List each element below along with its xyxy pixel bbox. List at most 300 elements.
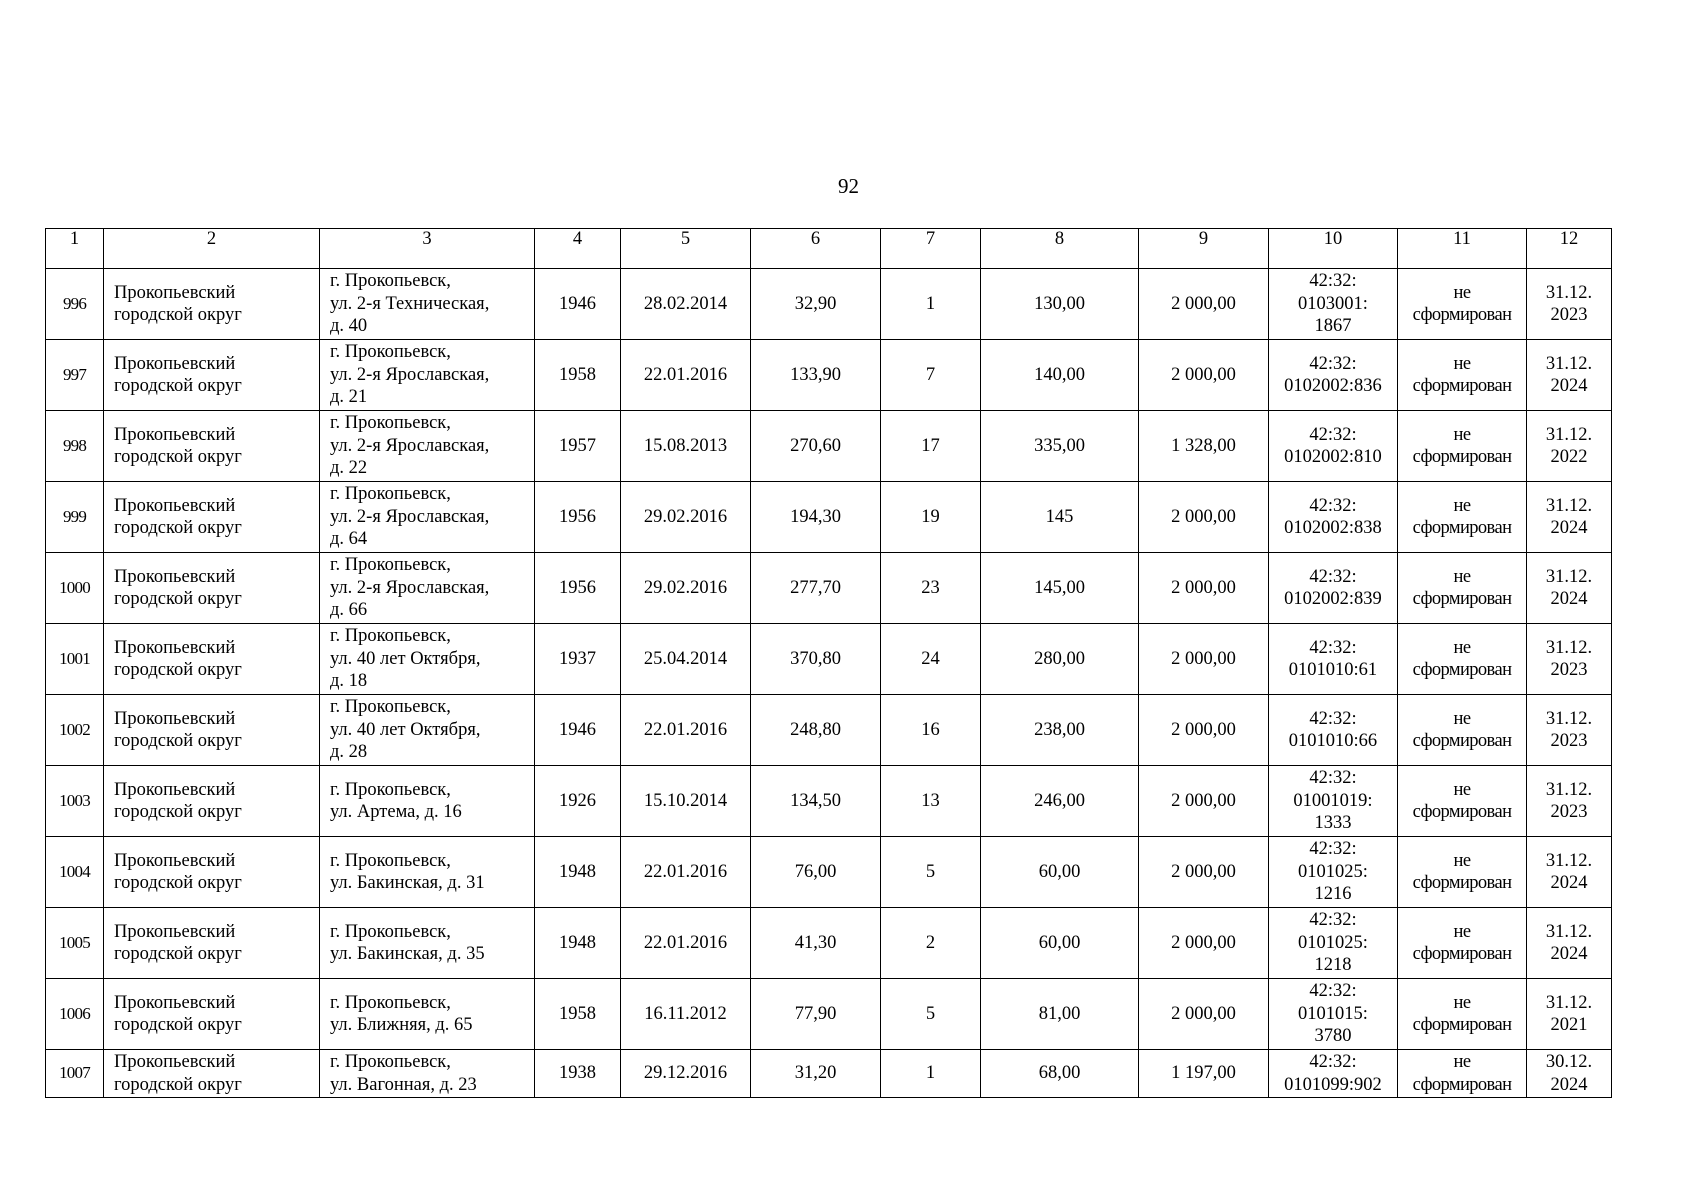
column-header: 10: [1269, 229, 1398, 269]
cadastral-number-cell-line: 42:32:: [1309, 981, 1357, 1002]
status-cell-line: сформирован: [1412, 731, 1512, 751]
cadastral-number-cell-line: 1333: [1314, 813, 1352, 834]
column-header: 4: [535, 229, 621, 269]
row-number-cell: 996: [46, 269, 104, 340]
address-cell-line: д. 66: [330, 600, 368, 621]
address-cell-line: ул. 2-я Ярославская,: [330, 364, 490, 385]
municipality-cell-line: городской округ: [114, 1015, 242, 1035]
date-cell: 15.08.2013: [621, 411, 751, 482]
row-number-cell: 1007: [46, 1050, 104, 1098]
cadastral-number-cell-line: 1867: [1314, 316, 1352, 337]
status-cell: [1398, 1050, 1527, 1098]
land-area-cell: 130,00: [981, 269, 1139, 340]
status-cell: [1398, 553, 1527, 624]
deadline-cell-line: 2023: [1550, 305, 1588, 325]
status-cell-line: не: [1453, 850, 1471, 871]
status-cell-line: не: [1453, 353, 1471, 374]
cadastral-number-cell: [1269, 979, 1398, 1050]
year-cell: 1948: [535, 908, 621, 979]
address-cell: [320, 1050, 535, 1098]
address-cell-line: г. Прокопьевск,: [330, 271, 451, 292]
price-cell: 2 000,00: [1139, 766, 1269, 837]
year-cell: 1948: [535, 837, 621, 908]
address-cell-line: ул. Бакинская, д. 35: [330, 944, 485, 964]
table-row: [46, 766, 1612, 837]
table-row: [46, 695, 1612, 766]
status-cell: [1398, 411, 1527, 482]
date-cell: 16.11.2012: [621, 979, 751, 1050]
year-cell: 1958: [535, 979, 621, 1050]
municipality-cell-line: Прокопьевский: [114, 921, 236, 942]
price-cell: 2 000,00: [1139, 269, 1269, 340]
cadastral-number-cell-line: 42:32:: [1309, 839, 1357, 860]
cadastral-number-cell-line: 0101025:: [1298, 861, 1368, 882]
row-number-cell: 1000: [46, 553, 104, 624]
persons-cell: 13: [881, 766, 981, 837]
status-cell-line: сформирован: [1412, 1015, 1512, 1035]
cadastral-number-cell-line: 42:32:: [1309, 637, 1357, 658]
address-cell-line: ул. 40 лет Октября,: [330, 719, 481, 740]
status-cell: [1398, 482, 1527, 553]
cadastral-number-cell-line: 0102002:838: [1284, 518, 1382, 538]
deadline-cell-line: 31.12.: [1545, 850, 1593, 871]
price-cell: 2 000,00: [1139, 837, 1269, 908]
price-cell: 2 000,00: [1139, 695, 1269, 766]
date-cell: 22.01.2016: [621, 340, 751, 411]
address-cell-line: г. Прокопьевск,: [330, 413, 451, 434]
deadline-cell-line: 31.12.: [1545, 708, 1593, 729]
status-cell-line: сформирован: [1412, 944, 1512, 964]
address-cell: [320, 979, 535, 1050]
municipality-cell-line: Прокопьевский: [114, 353, 236, 374]
land-area-cell: 81,00: [981, 979, 1139, 1050]
year-cell: 1958: [535, 340, 621, 411]
municipality-cell-line: Прокопьевский: [114, 424, 236, 445]
cadastral-number-cell-line: 0101099:902: [1284, 1074, 1382, 1095]
municipality-cell-line: городской округ: [114, 589, 242, 609]
price-cell: 1 197,00: [1139, 1050, 1269, 1098]
deadline-cell-line: 31.12.: [1545, 353, 1593, 374]
municipality-cell: [104, 695, 320, 766]
deadline-cell-line: 31.12.: [1545, 637, 1593, 658]
cadastral-number-cell: [1269, 482, 1398, 553]
address-cell: [320, 482, 535, 553]
land-area-cell: 60,00: [981, 837, 1139, 908]
deadline-cell: [1527, 482, 1612, 553]
cadastral-number-cell-line: 42:32:: [1309, 424, 1357, 445]
cadastral-number-cell: [1269, 411, 1398, 482]
deadline-cell: [1527, 1050, 1612, 1098]
column-header: 5: [621, 229, 751, 269]
municipality-cell-line: Прокопьевский: [114, 637, 236, 658]
status-cell-line: не: [1453, 282, 1471, 303]
address-cell-line: г. Прокопьевск,: [330, 921, 451, 942]
price-cell: 2 000,00: [1139, 340, 1269, 411]
column-header: 12: [1527, 229, 1612, 269]
address-cell: [320, 340, 535, 411]
municipality-cell-line: Прокопьевский: [114, 282, 236, 303]
cadastral-number-cell-line: 0102002:839: [1284, 589, 1382, 609]
cadastral-number-cell-line: 0101010:66: [1288, 731, 1378, 751]
address-cell-line: г. Прокопьевск,: [330, 1052, 451, 1072]
status-cell-line: сформирован: [1412, 873, 1512, 893]
persons-cell: 1: [881, 1050, 981, 1098]
municipality-cell-line: Прокопьевский: [114, 779, 236, 800]
row-number-cell: 997: [46, 340, 104, 411]
header-row: [46, 229, 1612, 269]
municipality-cell-line: Прокопьевский: [114, 992, 236, 1013]
municipality-cell-line: Прокопьевский: [114, 708, 236, 729]
municipality-cell: [104, 979, 320, 1050]
deadline-cell-line: 2023: [1550, 660, 1588, 680]
column-header: 2: [104, 229, 320, 269]
address-cell-line: д. 21: [330, 387, 368, 408]
price-cell: 2 000,00: [1139, 979, 1269, 1050]
table-row: [46, 269, 1612, 340]
year-cell: 1956: [535, 482, 621, 553]
row-number-cell: 1003: [46, 766, 104, 837]
persons-cell: 24: [881, 624, 981, 695]
cadastral-number-cell-line: 42:32:: [1309, 495, 1357, 516]
cadastral-number-cell: [1269, 340, 1398, 411]
address-cell-line: г. Прокопьевск,: [330, 992, 451, 1013]
persons-cell: 5: [881, 837, 981, 908]
cadastral-number-cell-line: 42:32:: [1309, 353, 1357, 374]
price-cell: 2 000,00: [1139, 482, 1269, 553]
cadastral-number-cell-line: 0101025:: [1298, 932, 1368, 953]
column-header: 6: [751, 229, 881, 269]
status-cell: [1398, 979, 1527, 1050]
municipality-cell: [104, 411, 320, 482]
cadastral-number-cell-line: 0102002:810: [1284, 447, 1382, 467]
cadastral-number-cell: [1269, 908, 1398, 979]
deadline-cell-line: 2024: [1550, 1074, 1588, 1095]
date-cell: 25.04.2014: [621, 624, 751, 695]
municipality-cell-line: городской округ: [114, 731, 242, 751]
status-cell-line: сформирован: [1412, 447, 1512, 467]
deadline-cell-line: 31.12.: [1545, 424, 1593, 445]
deadline-cell-line: 2024: [1550, 518, 1588, 538]
cadastral-number-cell-line: 3780: [1314, 1026, 1352, 1047]
status-cell-line: не: [1453, 921, 1471, 942]
status-cell: [1398, 269, 1527, 340]
table-row: [46, 411, 1612, 482]
status-cell-line: сформирован: [1412, 589, 1512, 609]
municipality-cell-line: городской округ: [114, 802, 242, 822]
cadastral-number-cell-line: 42:32:: [1309, 708, 1357, 729]
deadline-cell: [1527, 979, 1612, 1050]
deadline-cell-line: 31.12.: [1545, 921, 1593, 942]
persons-cell: 16: [881, 695, 981, 766]
cadastral-number-cell-line: 1216: [1314, 884, 1352, 905]
row-number-cell: 1004: [46, 837, 104, 908]
address-cell-line: ул. Артема, д. 16: [330, 802, 462, 822]
address-cell-line: г. Прокопьевск,: [330, 626, 451, 647]
table-row: [46, 908, 1612, 979]
date-cell: 22.01.2016: [621, 695, 751, 766]
cadastral-number-cell-line: 0102002:836: [1284, 376, 1382, 396]
address-cell: [320, 553, 535, 624]
area-cell: 133,90: [751, 340, 881, 411]
address-cell-line: ул. 40 лет Октября,: [330, 648, 481, 669]
municipality-cell-line: Прокопьевский: [114, 495, 236, 516]
status-cell-line: не: [1453, 708, 1471, 729]
table-row: [46, 1050, 1612, 1098]
address-cell-line: ул. Ближняя, д. 65: [330, 1015, 473, 1035]
deadline-cell-line: 31.12.: [1545, 779, 1593, 800]
address-cell-line: ул. 2-я Техническая,: [330, 293, 490, 314]
land-area-cell: 246,00: [981, 766, 1139, 837]
municipality-cell-line: городской округ: [114, 873, 242, 893]
persons-cell: 17: [881, 411, 981, 482]
date-cell: 29.12.2016: [621, 1050, 751, 1098]
deadline-cell-line: 2024: [1550, 944, 1588, 964]
municipality-cell-line: городской округ: [114, 660, 242, 680]
cadastral-number-cell-line: 1218: [1314, 955, 1352, 976]
cadastral-number-cell-line: 42:32:: [1309, 1052, 1357, 1072]
municipality-cell-line: городской округ: [114, 518, 242, 538]
deadline-cell-line: 2024: [1550, 873, 1588, 893]
persons-cell: 2: [881, 908, 981, 979]
address-cell: [320, 766, 535, 837]
persons-cell: 1: [881, 269, 981, 340]
address-cell-line: г. Прокопьевск,: [330, 342, 451, 363]
date-cell: 15.10.2014: [621, 766, 751, 837]
land-area-cell: 145,00: [981, 553, 1139, 624]
status-cell: [1398, 695, 1527, 766]
status-cell-line: не: [1453, 779, 1471, 800]
column-header: 7: [881, 229, 981, 269]
address-cell-line: ул. Вагонная, д. 23: [330, 1074, 477, 1095]
deadline-cell: [1527, 340, 1612, 411]
row-number-cell: 1001: [46, 624, 104, 695]
year-cell: 1937: [535, 624, 621, 695]
municipality-cell-line: городской округ: [114, 376, 242, 396]
area-cell: 77,90: [751, 979, 881, 1050]
date-cell: 22.01.2016: [621, 837, 751, 908]
deadline-cell: [1527, 269, 1612, 340]
address-cell: [320, 695, 535, 766]
cadastral-number-cell-line: 42:32:: [1309, 271, 1357, 292]
address-cell: [320, 269, 535, 340]
address-cell: [320, 837, 535, 908]
column-header: 9: [1139, 229, 1269, 269]
row-number-cell: 1002: [46, 695, 104, 766]
area-cell: 134,50: [751, 766, 881, 837]
municipality-cell-line: городской округ: [114, 1074, 242, 1095]
year-cell: 1938: [535, 1050, 621, 1098]
cadastral-number-cell-line: 0101015:: [1298, 1003, 1368, 1024]
address-cell-line: д. 64: [330, 529, 368, 550]
page-number: 92: [838, 174, 859, 198]
year-cell: 1946: [535, 269, 621, 340]
address-cell-line: г. Прокопьевск,: [330, 697, 451, 718]
address-cell: [320, 624, 535, 695]
municipality-cell-line: городской округ: [114, 305, 242, 325]
deadline-cell: [1527, 411, 1612, 482]
cadastral-number-cell: [1269, 766, 1398, 837]
cadastral-number-cell: [1269, 1050, 1398, 1098]
cadastral-number-cell-line: 42:32:: [1309, 768, 1357, 789]
deadline-cell-line: 2024: [1550, 589, 1588, 609]
address-cell: [320, 908, 535, 979]
deadline-cell: [1527, 695, 1612, 766]
status-cell-line: сформирован: [1412, 376, 1512, 396]
address-cell-line: г. Прокопьевск,: [330, 555, 451, 576]
row-number-cell: 999: [46, 482, 104, 553]
persons-cell: 23: [881, 553, 981, 624]
status-cell: [1398, 837, 1527, 908]
area-cell: 248,80: [751, 695, 881, 766]
table-row: [46, 979, 1612, 1050]
date-cell: 29.02.2016: [621, 482, 751, 553]
address-cell-line: ул. 2-я Ярославская,: [330, 577, 490, 598]
table-row: [46, 340, 1612, 411]
municipality-cell-line: Прокопьевский: [114, 850, 236, 871]
cadastral-number-cell-line: 42:32:: [1309, 566, 1357, 587]
address-cell-line: д. 28: [330, 742, 368, 763]
deadline-cell: [1527, 908, 1612, 979]
land-area-cell: 280,00: [981, 624, 1139, 695]
price-cell: 1 328,00: [1139, 411, 1269, 482]
area-cell: 370,80: [751, 624, 881, 695]
deadline-cell-line: 2024: [1550, 376, 1588, 396]
area-cell: 32,90: [751, 269, 881, 340]
cadastral-number-cell: [1269, 624, 1398, 695]
table-row: [46, 482, 1612, 553]
year-cell: 1926: [535, 766, 621, 837]
persons-cell: 19: [881, 482, 981, 553]
cadastral-number-cell: [1269, 837, 1398, 908]
municipality-cell: [104, 482, 320, 553]
deadline-cell-line: 2022: [1550, 447, 1588, 467]
row-number-cell: 1005: [46, 908, 104, 979]
land-area-cell: 68,00: [981, 1050, 1139, 1098]
deadline-cell-line: 31.12.: [1545, 566, 1593, 587]
land-area-cell: 145: [981, 482, 1139, 553]
status-cell: [1398, 340, 1527, 411]
address-cell-line: ул. 2-я Ярославская,: [330, 506, 490, 527]
price-cell: 2 000,00: [1139, 553, 1269, 624]
deadline-cell-line: 31.12.: [1545, 282, 1593, 303]
deadline-cell: [1527, 624, 1612, 695]
address-cell-line: д. 40: [330, 316, 368, 337]
date-cell: 22.01.2016: [621, 908, 751, 979]
municipality-cell: [104, 624, 320, 695]
status-cell-line: сформирован: [1412, 660, 1512, 680]
year-cell: 1946: [535, 695, 621, 766]
year-cell: 1956: [535, 553, 621, 624]
municipality-cell: [104, 553, 320, 624]
status-cell-line: не: [1453, 992, 1471, 1013]
cadastral-number-cell: [1269, 695, 1398, 766]
municipality-cell: [104, 766, 320, 837]
status-cell-line: сформирован: [1412, 802, 1512, 822]
area-cell: 76,00: [751, 837, 881, 908]
cadastral-number-cell-line: 0103001:: [1298, 293, 1368, 314]
address-cell-line: ул. 2-я Ярославская,: [330, 435, 490, 456]
cadastral-number-cell: [1269, 553, 1398, 624]
column-header: 8: [981, 229, 1139, 269]
address-cell-line: д. 22: [330, 458, 368, 479]
row-number-cell: 1006: [46, 979, 104, 1050]
status-cell-line: не: [1453, 495, 1471, 516]
deadline-cell-line: 31.12.: [1545, 495, 1593, 516]
land-area-cell: 60,00: [981, 908, 1139, 979]
status-cell-line: сформирован: [1412, 518, 1512, 538]
status-cell-line: не: [1453, 566, 1471, 587]
cadastral-number-cell-line: 42:32:: [1309, 910, 1357, 931]
municipality-cell: [104, 269, 320, 340]
address-cell: [320, 411, 535, 482]
date-cell: 29.02.2016: [621, 553, 751, 624]
area-cell: 194,30: [751, 482, 881, 553]
municipality-cell-line: городской округ: [114, 944, 242, 964]
land-area-cell: 238,00: [981, 695, 1139, 766]
deadline-cell-line: 31.12.: [1545, 992, 1593, 1013]
row-number-cell: 998: [46, 411, 104, 482]
housing-table: [45, 228, 1612, 1098]
deadline-cell-line: 2021: [1550, 1015, 1588, 1035]
address-cell-line: ул. Бакинская, д. 31: [330, 873, 485, 893]
status-cell-line: сформирован: [1412, 305, 1512, 325]
area-cell: 41,30: [751, 908, 881, 979]
area-cell: 277,70: [751, 553, 881, 624]
status-cell-line: не: [1453, 424, 1471, 445]
area-cell: 31,20: [751, 1050, 881, 1098]
persons-cell: 5: [881, 979, 981, 1050]
municipality-cell-line: городской округ: [114, 447, 242, 467]
municipality-cell: [104, 1050, 320, 1098]
deadline-cell-line: 30.12.: [1545, 1052, 1593, 1072]
year-cell: 1957: [535, 411, 621, 482]
land-area-cell: 140,00: [981, 340, 1139, 411]
municipality-cell: [104, 340, 320, 411]
table-row: [46, 624, 1612, 695]
deadline-cell-line: 2023: [1550, 802, 1588, 822]
address-cell-line: г. Прокопьевск,: [330, 779, 451, 800]
municipality-cell-line: Прокопьевский: [114, 566, 236, 587]
status-cell-line: не: [1453, 637, 1471, 658]
status-cell: [1398, 766, 1527, 837]
column-header: 1: [46, 229, 104, 269]
municipality-cell: [104, 908, 320, 979]
cadastral-number-cell-line: 01001019:: [1293, 790, 1373, 811]
address-cell-line: г. Прокопьевск,: [330, 850, 451, 871]
price-cell: 2 000,00: [1139, 624, 1269, 695]
table-row: [46, 837, 1612, 908]
municipality-cell-line: Прокопьевский: [114, 1052, 236, 1072]
address-cell-line: д. 18: [330, 671, 368, 692]
status-cell: [1398, 908, 1527, 979]
status-cell: [1398, 624, 1527, 695]
persons-cell: 7: [881, 340, 981, 411]
cadastral-number-cell: [1269, 269, 1398, 340]
column-header: 11: [1398, 229, 1527, 269]
municipality-cell: [104, 837, 320, 908]
cadastral-number-cell-line: 0101010:61: [1288, 660, 1378, 680]
table-body: [46, 269, 1612, 1098]
deadline-cell: [1527, 553, 1612, 624]
deadline-cell-line: 2023: [1550, 731, 1588, 751]
area-cell: 270,60: [751, 411, 881, 482]
deadline-cell: [1527, 837, 1612, 908]
column-header: 3: [320, 229, 535, 269]
deadline-cell: [1527, 766, 1612, 837]
status-cell-line: сформирован: [1412, 1074, 1512, 1095]
land-area-cell: 335,00: [981, 411, 1139, 482]
status-cell-line: не: [1453, 1052, 1471, 1072]
